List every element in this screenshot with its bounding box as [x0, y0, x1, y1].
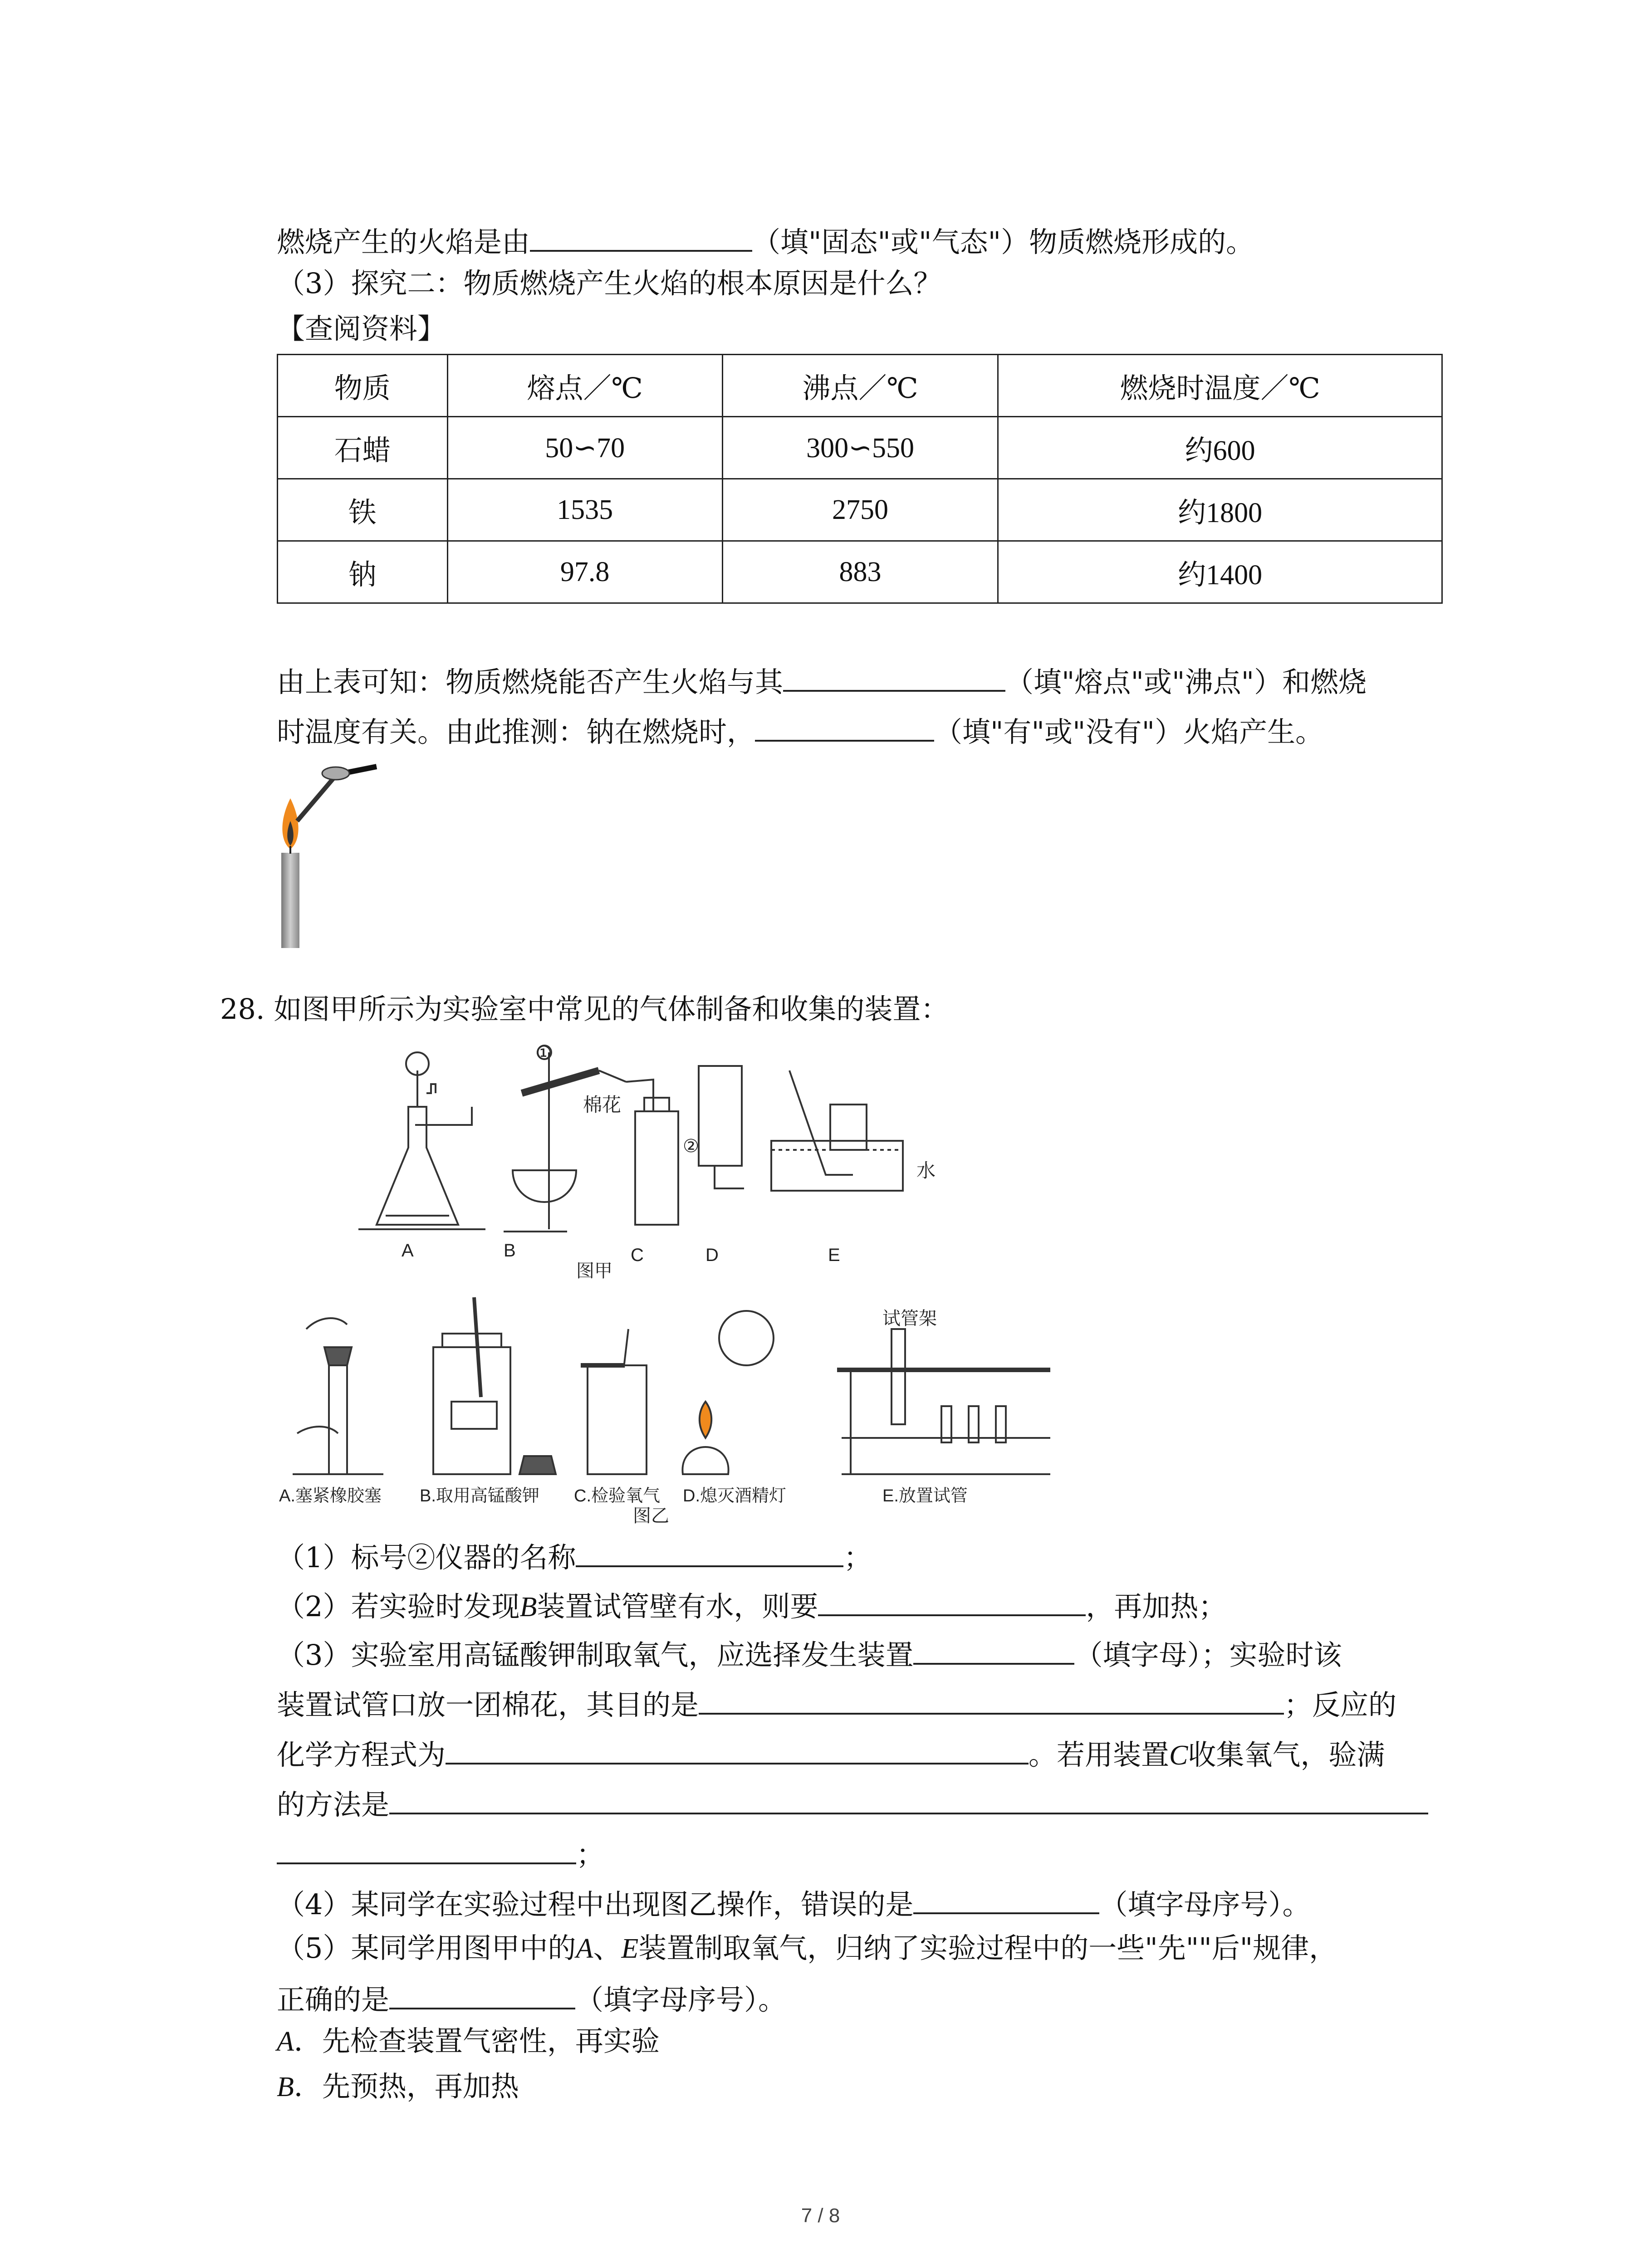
table-cell: 1535	[447, 479, 722, 541]
text: E	[621, 1933, 639, 1964]
test-tube-icon	[522, 1070, 599, 1093]
answer-blank[interactable]	[755, 710, 934, 742]
text: 装置试管壁有水，则要	[537, 1590, 818, 1623]
bottle-icon	[635, 1111, 678, 1225]
table-row	[278, 479, 1442, 541]
table-header: 燃烧时温度／℃	[998, 355, 1442, 417]
text: 正确的是	[277, 1983, 390, 2016]
reference-heading: 【查阅资料】	[277, 312, 446, 345]
option-key: B	[277, 2072, 294, 2102]
table-header-row	[278, 355, 1442, 417]
text: ，再加热；	[1086, 1590, 1227, 1623]
question-28-stem	[220, 991, 949, 1027]
text: （4）某同学在实验过程中出现图乙操作，错误的是	[277, 1888, 914, 1921]
text: （填字母）；实验时该	[1074, 1638, 1342, 1672]
circle-one-label: ①	[535, 1043, 552, 1063]
table-cell: 约600	[998, 417, 1442, 479]
answer-blank[interactable]	[389, 1783, 1428, 1814]
text: （填"固态"或"气态"）物质燃烧形成的。	[752, 225, 1254, 259]
person-blowing-icon	[719, 1311, 774, 1365]
text: ；反应的	[1284, 1688, 1397, 1721]
device-label-a: A	[402, 1241, 414, 1261]
text: 时温度有关。由此推测：钠在燃烧时，	[277, 715, 755, 748]
option-text: ．先预热，再加热	[294, 2070, 519, 2103]
answer-blank[interactable]	[530, 220, 752, 252]
text: （填"有"或"没有"）火焰产生。	[934, 715, 1324, 748]
candle-icon	[281, 853, 299, 948]
option-text: ．先检查装置气密性，再实验	[294, 2024, 660, 2058]
data-table	[277, 354, 1443, 604]
device-label-e: E	[828, 1245, 840, 1265]
table-cell: 铁	[278, 479, 448, 541]
match-icon	[297, 776, 336, 821]
table-cell: 石蜡	[278, 417, 448, 479]
text-line	[277, 1833, 604, 1873]
table-header: 沸点／℃	[722, 355, 998, 417]
hand-icon	[306, 1318, 347, 1329]
text: 如图甲所示为实验室中常见的气体制备和收集的装置：	[274, 992, 949, 1026]
option-key: A	[277, 2026, 294, 2057]
subquestion-2	[277, 1584, 1226, 1625]
figure-jia-caption: 图甲	[576, 1261, 612, 1279]
alcohol-lamp-icon	[682, 1447, 728, 1474]
operation-label-a: A.塞紧橡胶塞	[279, 1486, 382, 1505]
option-a	[277, 2023, 660, 2060]
text-line	[277, 710, 1323, 750]
text-line	[277, 1978, 786, 2018]
answer-blank[interactable]	[783, 660, 1005, 692]
text: （填"熔点"或"沸点"）和燃烧	[1005, 665, 1367, 699]
text-line	[277, 220, 1254, 260]
device-label-b: B	[504, 1241, 516, 1261]
reagent-bottle-icon	[433, 1347, 510, 1474]
text-line	[277, 1783, 1428, 1823]
cotton-label: 棉花	[583, 1094, 622, 1115]
text: （1）标号②仪器的名称	[277, 1541, 576, 1574]
rack-label: 试管架	[882, 1309, 937, 1329]
figure-yi	[279, 1288, 1050, 1529]
operation-label-e: E.放置试管	[882, 1486, 968, 1505]
operation-label-d: D.熄灭酒精灯	[683, 1486, 787, 1505]
device-label-c: C	[631, 1245, 644, 1265]
table-cell: 钠	[278, 541, 448, 603]
text: （填字母序号）。	[1099, 1888, 1311, 1921]
operation-label-c: C.检验氧气	[574, 1486, 661, 1505]
answer-blank[interactable]	[913, 1882, 1099, 1914]
text-line	[277, 660, 1367, 700]
subquestion-1	[277, 1535, 872, 1576]
test-tube-icon	[329, 1365, 347, 1474]
text: 装置试管口放一团棉花，其目的是	[277, 1688, 699, 1721]
text: 收集氧气，验满	[1188, 1738, 1385, 1771]
water-label: 水	[916, 1160, 936, 1181]
option-b	[277, 2068, 519, 2105]
table-header: 物质	[278, 355, 448, 417]
page-number: 7 / 8	[801, 2204, 840, 2227]
figure-jia	[354, 1043, 953, 1279]
table-cell: 约1400	[998, 541, 1442, 603]
table-row	[278, 417, 1442, 479]
table-cell: 97.8	[447, 541, 722, 603]
subquestion-3	[277, 1633, 1342, 1673]
text: 。若用装置	[1029, 1738, 1170, 1771]
text: B	[519, 1592, 537, 1623]
text-line	[277, 1683, 1396, 1723]
lamp-icon	[513, 1170, 576, 1202]
text: （5）某同学用图甲中的	[277, 1931, 576, 1965]
question-number: 28.	[220, 992, 265, 1026]
text: 由上表可知：物质燃烧能否产生火焰与其	[277, 665, 784, 699]
question-3-heading: （3）探究二：物质燃烧产生火焰的根本原因是什么？	[277, 267, 942, 300]
text: 装置制取氧气，归纳了实验过程中的一些"先""后"规律，	[638, 1931, 1337, 1965]
text: （3）实验室用高锰酸钾制取氧气，应选择发生装置	[277, 1638, 914, 1672]
text: ；	[576, 1838, 605, 1871]
candle-figure	[272, 748, 390, 948]
figure-yi-caption: 图乙	[633, 1506, 669, 1526]
table-cell: 约1800	[998, 479, 1442, 541]
text: 化学方程式为	[277, 1738, 446, 1771]
table-row	[278, 541, 1442, 603]
subquestion-5	[277, 1930, 1337, 1967]
table-cell: 50∽70	[447, 417, 722, 479]
answer-blank[interactable]	[576, 1535, 843, 1567]
answer-blank[interactable]	[389, 1978, 575, 2009]
text: C	[1169, 1740, 1188, 1771]
table-cell: 300∽550	[722, 417, 998, 479]
text: （2）若实验时发现	[277, 1590, 520, 1623]
operation-label-b: B.取用高锰酸钾	[420, 1486, 539, 1505]
table-cell: 2750	[722, 479, 998, 541]
text-line	[277, 1733, 1385, 1774]
text: ；	[843, 1541, 872, 1574]
table-cell: 883	[722, 541, 998, 603]
table-header: 熔点／℃	[447, 355, 722, 417]
answer-blank[interactable]	[699, 1683, 1284, 1715]
text: A	[576, 1933, 593, 1964]
device-label-d: D	[705, 1245, 719, 1265]
answer-blank[interactable]	[913, 1633, 1074, 1665]
trough-icon	[771, 1141, 903, 1191]
answer-blank[interactable]	[446, 1733, 1029, 1765]
text: 的方法是	[277, 1788, 390, 1821]
answer-blank[interactable]	[818, 1584, 1086, 1616]
circle-two-label: ②	[683, 1136, 699, 1156]
text: 、	[593, 1931, 622, 1965]
answer-blank[interactable]	[277, 1833, 576, 1864]
inverted-bottle-icon	[699, 1066, 742, 1166]
subquestion-4	[277, 1882, 1310, 1923]
text: （填字母序号）。	[575, 1983, 787, 2016]
text: 燃烧产生的火焰是由	[277, 225, 530, 259]
gas-bottle-icon	[588, 1365, 647, 1474]
